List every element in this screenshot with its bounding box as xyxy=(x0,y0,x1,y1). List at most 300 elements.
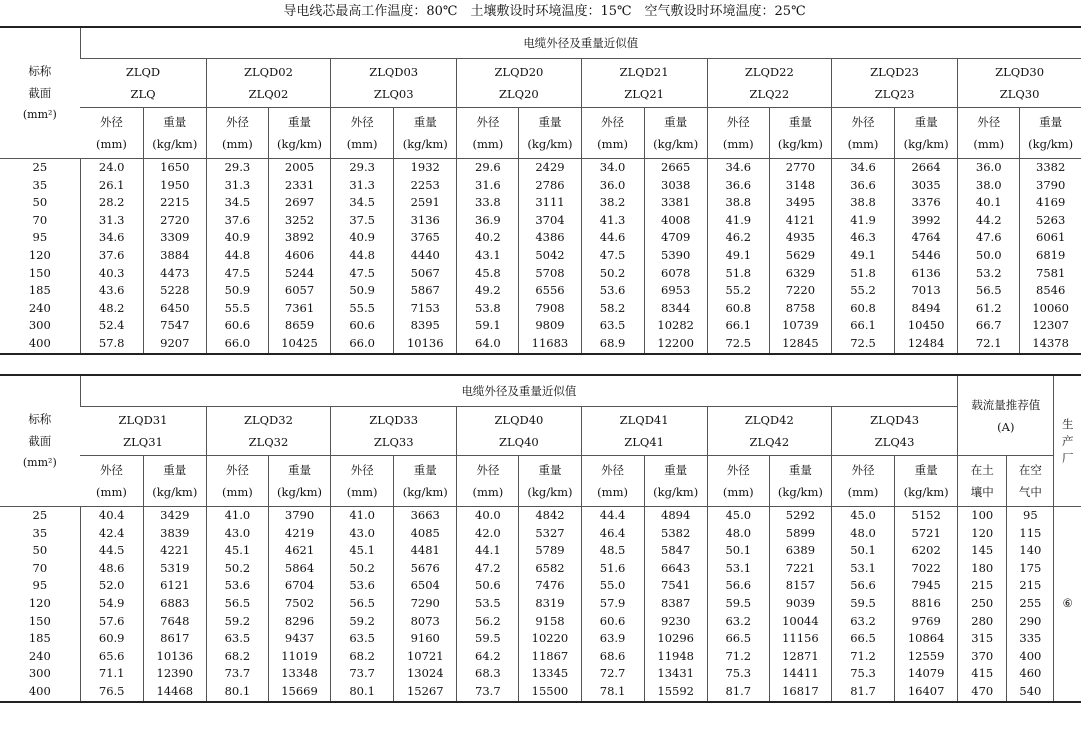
weight-cell: 7221 xyxy=(769,560,831,578)
outer-diameter-cell: 43.6 xyxy=(80,282,143,300)
weight-cell: 2786 xyxy=(519,177,581,195)
outer-diameter-cell: 60.6 xyxy=(581,613,644,631)
weight-cell: 5152 xyxy=(895,507,958,525)
outer-diameter-cell: 61.2 xyxy=(958,300,1020,318)
weight-cell: 3252 xyxy=(268,212,330,230)
model-name-line2: ZLQ33 xyxy=(373,435,414,449)
nominal-section-cell: 240 xyxy=(28,648,51,663)
outer-diameter-cell: 75.3 xyxy=(707,665,769,683)
weight-cell: 13348 xyxy=(268,665,330,683)
weight-cell: 3035 xyxy=(895,177,958,195)
wt-line2: (kg/km) xyxy=(276,137,323,151)
model-header xyxy=(831,407,957,456)
od-line1: 外径 xyxy=(851,115,875,129)
outer-diameter-cell: 64.0 xyxy=(457,335,519,354)
outer-diameter-cell: 40.9 xyxy=(206,229,268,247)
ampacity-soil-cell: 470 xyxy=(958,683,1007,702)
outer-diameter-cell: 59.5 xyxy=(707,595,769,613)
weight-cell: 8758 xyxy=(769,300,831,318)
od-line2: (mm) xyxy=(722,485,754,499)
weight-cell: 9769 xyxy=(895,613,958,631)
weight-cell: 5708 xyxy=(519,265,581,283)
wt-line1: 重量 xyxy=(914,463,938,477)
weight-cell: 1950 xyxy=(143,177,206,195)
ampacity-air-cell: 115 xyxy=(1007,525,1054,543)
weight-cell: 2215 xyxy=(143,194,206,212)
weight-cell: 15500 xyxy=(519,683,581,702)
outer-diameter-header xyxy=(831,456,894,507)
outer-diameter-cell: 45.1 xyxy=(331,542,394,560)
outer-diameter-cell: 63.9 xyxy=(581,630,644,648)
table-row xyxy=(0,595,1081,613)
outer-diameter-cell: 40.9 xyxy=(331,229,394,247)
outer-diameter-cell: 43.1 xyxy=(457,247,519,265)
outer-diameter-cell: 59.1 xyxy=(457,317,519,335)
model-header xyxy=(581,407,707,456)
weight-cell: 11156 xyxy=(769,630,831,648)
model-header xyxy=(707,407,831,456)
model-name-line1: ZLQD xyxy=(125,65,161,79)
outer-diameter-cell: 66.0 xyxy=(206,335,268,354)
nominal-section-cell: 300 xyxy=(28,666,51,681)
nominal-section-cell: 70 xyxy=(32,560,48,575)
outer-diameter-cell: 60.9 xyxy=(80,630,143,648)
weight-cell: 6582 xyxy=(519,560,581,578)
outer-diameter-cell: 60.6 xyxy=(331,317,394,335)
weight-cell: 14468 xyxy=(143,683,206,702)
outer-diameter-cell: 34.6 xyxy=(707,159,769,177)
outer-diameter-cell: 48.5 xyxy=(581,542,644,560)
nominal-section-cell: 300 xyxy=(28,318,51,333)
outer-diameter-cell: 59.2 xyxy=(206,613,268,631)
model-header xyxy=(80,407,206,456)
header-text: 截面 xyxy=(28,434,52,448)
outer-diameter-cell: 72.1 xyxy=(958,335,1020,354)
outer-diameter-cell: 37.5 xyxy=(331,212,394,230)
header-text: 截面 xyxy=(28,86,52,100)
weight-cell: 6329 xyxy=(769,265,831,283)
model-name-line2: ZLQ43 xyxy=(874,435,915,449)
weight-cell: 5789 xyxy=(519,542,581,560)
ampacity-soil-cell: 215 xyxy=(958,577,1007,595)
outer-diameter-cell: 44.4 xyxy=(581,507,644,525)
weight-cell: 15592 xyxy=(644,683,707,702)
outer-diameter-cell: 56.6 xyxy=(831,577,894,595)
outer-diameter-cell: 81.7 xyxy=(831,683,894,702)
weight-cell: 14079 xyxy=(895,665,958,683)
model-header xyxy=(331,59,457,108)
wt-line2: (kg/km) xyxy=(777,485,823,499)
outer-diameter-cell: 29.6 xyxy=(457,159,519,177)
weight-cell: 15669 xyxy=(268,683,330,702)
wt-line1: 重量 xyxy=(1039,115,1063,129)
outer-diameter-cell: 34.6 xyxy=(831,159,894,177)
weight-cell: 2770 xyxy=(769,159,831,177)
weight-cell: 5327 xyxy=(519,525,581,543)
model-name-line2: ZLQ20 xyxy=(499,87,539,101)
weight-cell: 7581 xyxy=(1020,265,1081,283)
outer-diameter-cell: 34.0 xyxy=(581,159,644,177)
outer-diameter-cell: 72.5 xyxy=(707,335,769,354)
weight-cell: 9160 xyxy=(394,630,457,648)
outer-diameter-cell: 49.1 xyxy=(831,247,894,265)
weight-header xyxy=(769,456,831,507)
ampacity-soil-cell: 370 xyxy=(958,648,1007,666)
outer-diameter-cell: 36.0 xyxy=(581,177,644,195)
outer-diameter-cell: 56.5 xyxy=(958,282,1020,300)
weight-cell: 5292 xyxy=(769,507,831,525)
ampacity-air-cell: 335 xyxy=(1007,630,1054,648)
outer-diameter-cell: 50.0 xyxy=(958,247,1020,265)
weight-cell: 3309 xyxy=(143,229,206,247)
outer-diameter-cell: 40.2 xyxy=(457,229,519,247)
nominal-section-cell: 25 xyxy=(0,507,80,525)
section-title: 电缆外径及重量近似值 xyxy=(80,27,1081,59)
od-line2: (mm) xyxy=(472,137,504,151)
outer-diameter-cell: 50.1 xyxy=(707,542,769,560)
weight-cell: 4386 xyxy=(519,229,581,247)
weight-cell: 5382 xyxy=(644,525,707,543)
weight-cell: 3790 xyxy=(268,507,330,525)
weight-cell: 8157 xyxy=(769,577,831,595)
weight-cell: 3111 xyxy=(519,194,581,212)
outer-diameter-cell: 53.1 xyxy=(707,560,769,578)
outer-diameter-header xyxy=(457,108,519,159)
nominal-section-cell: 120 xyxy=(28,595,51,610)
weight-cell: 3892 xyxy=(268,229,330,247)
outer-diameter-cell: 43.0 xyxy=(206,525,268,543)
outer-diameter-cell: 68.6 xyxy=(581,648,644,666)
header-text: 生 xyxy=(1061,416,1074,431)
outer-diameter-cell: 63.5 xyxy=(581,317,644,335)
model-header xyxy=(331,407,457,456)
outer-diameter-header xyxy=(831,108,894,159)
weight-cell: 16407 xyxy=(895,683,958,702)
model-name-line2: ZLQ02 xyxy=(248,87,289,101)
weight-cell: 4219 xyxy=(268,525,330,543)
wt-line1: 重量 xyxy=(288,115,312,129)
weight-cell: 7648 xyxy=(143,613,206,631)
outer-diameter-cell: 38.2 xyxy=(581,194,644,212)
model-header-row xyxy=(0,59,1081,108)
weight-cell: 4085 xyxy=(394,525,457,543)
wt-line1: 重量 xyxy=(664,463,688,477)
wt-line2: (kg/km) xyxy=(903,137,949,151)
wt-line1: 重量 xyxy=(288,463,312,477)
nominal-section-cell: 240 xyxy=(28,300,51,315)
outer-diameter-cell: 56.2 xyxy=(457,613,519,631)
weight-cell: 10450 xyxy=(895,317,958,335)
model-header xyxy=(457,407,581,456)
table-row xyxy=(0,613,1081,631)
table-2-body xyxy=(0,507,1081,702)
weight-cell: 8659 xyxy=(268,317,330,335)
od-line1: 外径 xyxy=(851,463,875,477)
outer-diameter-cell: 55.5 xyxy=(206,300,268,318)
weight-cell: 4894 xyxy=(644,507,707,525)
outer-diameter-cell: 36.6 xyxy=(831,177,894,195)
weight-cell: 5263 xyxy=(1020,212,1081,230)
od-line2: (mm) xyxy=(597,137,628,151)
od-line1: 外径 xyxy=(99,115,123,129)
soil-line2: 壤中 xyxy=(970,485,994,499)
outer-diameter-cell: 31.3 xyxy=(80,212,143,230)
outer-diameter-cell: 48.6 xyxy=(80,560,143,578)
weight-cell: 3382 xyxy=(1020,159,1081,177)
ampacity-header xyxy=(958,375,1054,456)
outer-diameter-cell: 34.6 xyxy=(80,229,143,247)
outer-diameter-cell: 71.2 xyxy=(831,648,894,666)
outer-diameter-cell: 44.1 xyxy=(457,542,519,560)
outer-diameter-cell: 68.3 xyxy=(457,665,519,683)
cable-table-1 xyxy=(0,26,1081,355)
outer-diameter-cell: 48.0 xyxy=(707,525,769,543)
weight-cell: 3038 xyxy=(644,177,707,195)
outer-diameter-cell: 53.1 xyxy=(831,560,894,578)
outer-diameter-cell: 52.0 xyxy=(80,577,143,595)
model-name-line1: ZLQD20 xyxy=(494,65,544,79)
od-line1: 外径 xyxy=(601,463,625,477)
outer-diameter-cell: 44.6 xyxy=(581,229,644,247)
od-line2: (mm) xyxy=(847,485,879,499)
weight-cell: 5864 xyxy=(268,560,330,578)
model-name-line1: ZLQD41 xyxy=(619,413,669,427)
outer-diameter-cell: 46.3 xyxy=(831,229,894,247)
table-row xyxy=(0,665,1081,683)
outer-diameter-cell: 60.8 xyxy=(831,300,894,318)
weight-cell: 4842 xyxy=(519,507,581,525)
outer-diameter-cell: 50.6 xyxy=(457,577,519,595)
outer-diameter-cell: 59.5 xyxy=(457,630,519,648)
weight-cell: 5390 xyxy=(644,247,707,265)
table-row xyxy=(0,247,1081,265)
outer-diameter-cell: 47.5 xyxy=(206,265,268,283)
weight-cell: 10044 xyxy=(769,613,831,631)
ampacity-air-cell: 140 xyxy=(1007,542,1054,560)
outer-diameter-cell: 28.2 xyxy=(80,194,143,212)
weight-cell: 7945 xyxy=(895,577,958,595)
outer-diameter-cell: 50.2 xyxy=(581,265,644,283)
outer-diameter-cell: 64.2 xyxy=(457,648,519,666)
model-header xyxy=(206,407,330,456)
wt-line1: 重量 xyxy=(163,115,187,129)
outer-diameter-cell: 40.3 xyxy=(80,265,143,283)
outer-diameter-cell: 59.5 xyxy=(831,595,894,613)
weight-cell: 8344 xyxy=(644,300,707,318)
model-name-line1: ZLQD31 xyxy=(118,413,168,427)
nominal-section-cell: 35 xyxy=(32,177,48,192)
nominal-section-cell: 185 xyxy=(28,631,51,646)
outer-diameter-cell: 80.1 xyxy=(206,683,268,702)
od-line1: 外径 xyxy=(476,463,500,477)
weight-cell: 2665 xyxy=(644,159,707,177)
table-row xyxy=(0,229,1081,247)
weight-cell: 10296 xyxy=(644,630,707,648)
table-row xyxy=(0,683,1081,702)
outer-diameter-cell: 57.6 xyxy=(80,613,143,631)
weight-cell: 6061 xyxy=(1020,229,1081,247)
outer-diameter-cell: 50.2 xyxy=(331,560,394,578)
outer-diameter-cell: 53.6 xyxy=(581,282,644,300)
table-caption: 导电线芯最高工作温度：80℃ 土壤敷设时环境温度：15℃ 空气敷设时环境温度：25℃ xyxy=(283,4,806,19)
od-line2: (mm) xyxy=(722,137,754,151)
weight-cell: 4473 xyxy=(143,265,206,283)
model-header xyxy=(457,59,581,108)
od-line1: 外径 xyxy=(350,115,374,129)
outer-diameter-cell: 53.6 xyxy=(331,577,394,595)
model-name-line1: ZLQD02 xyxy=(244,65,293,79)
weight-cell: 5899 xyxy=(769,525,831,543)
outer-diameter-cell: 45.1 xyxy=(206,542,268,560)
outer-diameter-cell: 63.5 xyxy=(206,630,268,648)
weight-cell: 8319 xyxy=(519,595,581,613)
weight-cell: 7290 xyxy=(394,595,457,613)
weight-cell: 11683 xyxy=(519,335,581,354)
outer-diameter-cell: 48.0 xyxy=(831,525,894,543)
weight-cell: 6136 xyxy=(895,265,958,283)
weight-cell: 9230 xyxy=(644,613,707,631)
outer-diameter-cell: 33.8 xyxy=(457,194,519,212)
unit-header-row xyxy=(0,108,1081,159)
table-row xyxy=(0,282,1081,300)
weight-cell: 8816 xyxy=(895,595,958,613)
model-name-line1: ZLQD22 xyxy=(744,65,794,79)
weight-cell: 3495 xyxy=(769,194,831,212)
outer-diameter-cell: 36.0 xyxy=(958,159,1020,177)
nominal-section-cell: 150 xyxy=(28,265,51,280)
weight-cell: 4935 xyxy=(769,229,831,247)
od-line2: (mm) xyxy=(847,137,879,151)
weight-cell: 10282 xyxy=(644,317,707,335)
nominal-section-cell: 185 xyxy=(28,283,51,298)
outer-diameter-cell: 53.5 xyxy=(457,595,519,613)
wt-line2: (kg/km) xyxy=(1028,137,1074,151)
weight-cell: 6953 xyxy=(644,282,707,300)
od-line2: (mm) xyxy=(597,485,628,499)
outer-diameter-cell: 46.4 xyxy=(581,525,644,543)
weight-cell: 7361 xyxy=(268,300,330,318)
weight-cell: 3992 xyxy=(895,212,958,230)
weight-cell: 10136 xyxy=(394,335,457,354)
outer-diameter-cell: 53.8 xyxy=(457,300,519,318)
outer-diameter-cell: 55.2 xyxy=(707,282,769,300)
outer-diameter-cell: 71.2 xyxy=(707,648,769,666)
outer-diameter-cell: 41.3 xyxy=(581,212,644,230)
weight-cell: 12845 xyxy=(769,335,831,354)
table-2-header xyxy=(0,375,1081,507)
outer-diameter-cell: 68.2 xyxy=(206,648,268,666)
outer-diameter-header xyxy=(581,456,644,507)
weight-cell: 2591 xyxy=(394,194,457,212)
outer-diameter-cell: 47.5 xyxy=(331,265,394,283)
model-name-line1: ZLQD40 xyxy=(494,413,544,427)
od-line2: (mm) xyxy=(472,485,504,499)
outer-diameter-cell: 75.3 xyxy=(831,665,894,683)
table-row xyxy=(0,265,1081,283)
od-line1: 外径 xyxy=(726,115,750,129)
weight-cell: 9207 xyxy=(143,335,206,354)
weight-cell: 6057 xyxy=(268,282,330,300)
table-row xyxy=(0,630,1081,648)
ampacity-air-cell: 460 xyxy=(1007,665,1054,683)
wt-line2: (kg/km) xyxy=(777,137,823,151)
od-line1: 外径 xyxy=(476,115,500,129)
nominal-section-cell: 50 xyxy=(32,195,48,210)
weight-cell: 7476 xyxy=(519,577,581,595)
ampacity-soil-cell: 180 xyxy=(958,560,1007,578)
od-line1: 外径 xyxy=(726,463,750,477)
table-row xyxy=(0,177,1081,195)
header-text: 载流量推荐值 xyxy=(971,397,1041,412)
weight-cell: 4440 xyxy=(394,247,457,265)
outer-diameter-header xyxy=(581,108,644,159)
weight-cell: 8073 xyxy=(394,613,457,631)
weight-cell: 4221 xyxy=(143,542,206,560)
wt-line2: (kg/km) xyxy=(653,485,699,499)
outer-diameter-cell: 66.0 xyxy=(331,335,394,354)
model-header xyxy=(707,59,831,108)
ampacity-soil-cell: 415 xyxy=(958,665,1007,683)
outer-diameter-cell: 55.0 xyxy=(581,577,644,595)
outer-diameter-cell: 38.0 xyxy=(958,177,1020,195)
model-name-line2: ZLQ23 xyxy=(874,87,915,101)
weight-cell: 12390 xyxy=(143,665,206,683)
outer-diameter-cell: 60.6 xyxy=(206,317,268,335)
model-name-line2: ZLQ31 xyxy=(123,435,163,449)
outer-diameter-cell: 52.4 xyxy=(80,317,143,335)
weight-cell: 16817 xyxy=(769,683,831,702)
weight-cell: 9039 xyxy=(769,595,831,613)
weight-cell: 13431 xyxy=(644,665,707,683)
weight-header xyxy=(143,108,206,159)
outer-diameter-cell: 29.3 xyxy=(206,159,268,177)
outer-diameter-cell: 53.6 xyxy=(206,577,268,595)
weight-cell: 7013 xyxy=(895,282,958,300)
weight-header xyxy=(895,456,958,507)
ampacity-soil-cell: 250 xyxy=(958,595,1007,613)
outer-diameter-cell: 29.3 xyxy=(331,159,394,177)
weight-cell: 12484 xyxy=(895,335,958,354)
table-row xyxy=(0,159,1081,177)
od-line1: 外径 xyxy=(601,115,625,129)
weight-header xyxy=(143,456,206,507)
weight-header xyxy=(644,108,707,159)
nominal-section-cell: 95 xyxy=(32,230,48,245)
wt-line1: 重量 xyxy=(163,463,187,477)
header-text: 产 xyxy=(1061,433,1074,448)
weight-cell: 10136 xyxy=(143,648,206,666)
od-line2: (mm) xyxy=(346,137,378,151)
outer-diameter-cell: 71.1 xyxy=(80,665,143,683)
outer-diameter-cell: 40.1 xyxy=(958,194,1020,212)
outer-diameter-cell: 42.0 xyxy=(457,525,519,543)
nominal-section-cell: 50 xyxy=(32,543,48,558)
model-name-line1: ZLQD30 xyxy=(995,65,1045,79)
model-name-line2: ZLQ42 xyxy=(749,435,790,449)
weight-cell: 5847 xyxy=(644,542,707,560)
weight-cell: 4621 xyxy=(268,542,330,560)
model-header xyxy=(80,59,206,108)
weight-cell: 9437 xyxy=(268,630,330,648)
outer-diameter-header xyxy=(206,108,268,159)
outer-diameter-cell: 59.2 xyxy=(331,613,394,631)
weight-cell: 6202 xyxy=(895,542,958,560)
weight-header xyxy=(268,456,330,507)
outer-diameter-cell: 49.2 xyxy=(457,282,519,300)
wt-line2: (kg/km) xyxy=(653,137,699,151)
wt-line1: 重量 xyxy=(788,463,812,477)
ampacity-air-cell: 540 xyxy=(1007,683,1054,702)
